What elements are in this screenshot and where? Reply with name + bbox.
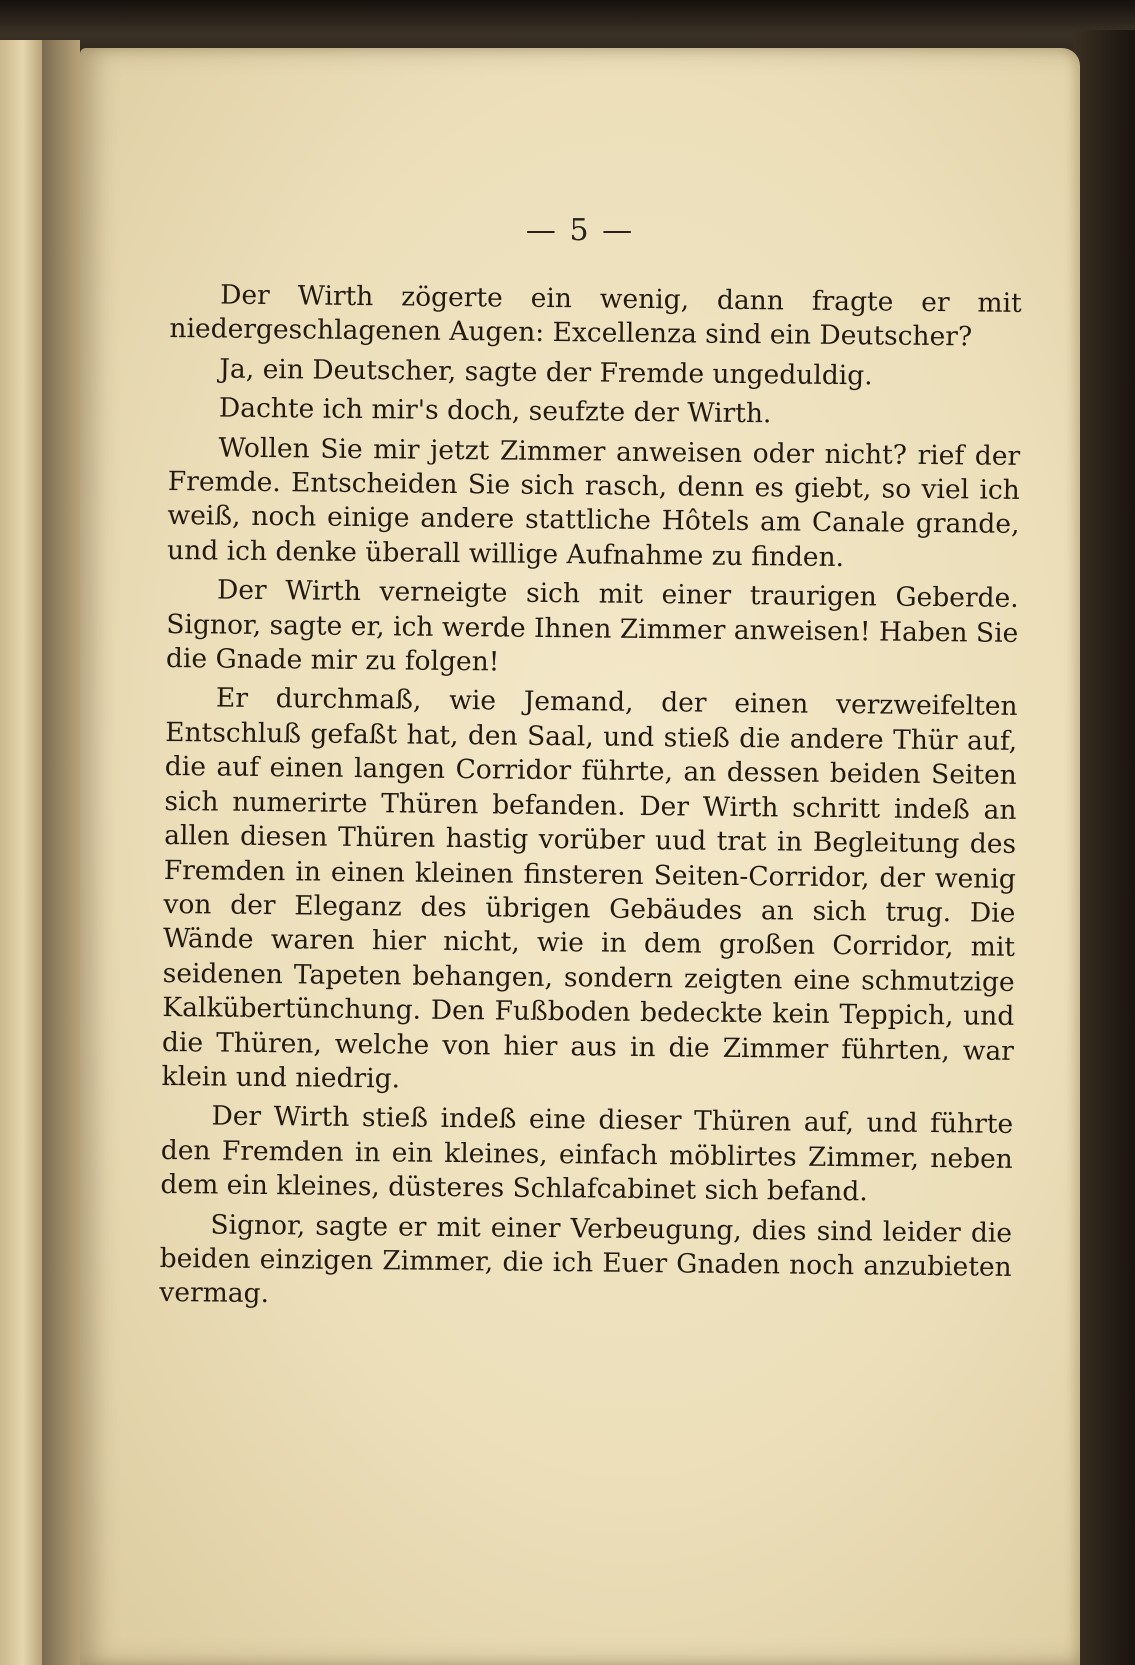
paragraph: Wollen Sie mir jetzt Zimmer anweisen oder nicht? rief der Fremde. Entscheiden Sie sich rasch, denn es giebt, so viel ich weiß, noch einige andere stattliche Hôtels am Canale grande, und ich denke überall willige Aufnahme zu finden.	[166, 432, 1021, 573]
paragraph: Signor, sagte er mit einer Verbeugung, dies sind leider die beiden einzigen Zimmer, die ich Euer Gnaden noch anzubieten vermag.	[159, 1209, 1013, 1310]
facing-page-edge	[0, 40, 42, 1665]
body-text	[159, 278, 1022, 1320]
paragraph: Der Wirth verneigte sich mit einer traurigen Geberde. Signor, sagte er, ich werde Ihnen Zimmer anweisen! Haben Sie die Gnade mir zu folgen!	[165, 574, 1019, 678]
page-number: — 5 —	[525, 213, 635, 248]
paragraph: Ja, ein Deutscher, sagte der Fremde ungeduldig.	[219, 353, 873, 392]
book-page	[80, 48, 1080, 1665]
book-gutter	[42, 40, 80, 1665]
paragraph: Der Wirth stieß indeß eine dieser Thüren auf, und führte den Fremden in ein kleines, einfach möblirtes Zimmer, neben dem ein kleines, düsteres Schlafcabinet sich befand.	[160, 1100, 1014, 1208]
paragraph: Er durchmaß, wie Jemand, der einen verzweifelten Entschluß gefaßt hat, den Saal, und stieß die andere Thür auf, die auf einen langen Corridor führte, an dessen beiden Seiten sich numerirte Thüren befanden. Der Wirth schritt indeß an allen diesen Thüren hastig vorüber uud trat in Begleitung des Fremden in einen kleinen finsteren Seiten-Corridor, der wenig von der Eleganz des übrigen Gebäudes an sich trug. Die Wände waren hier nicht, wie in dem großen Corridor, mit seidenen Tapeten behangen, sondern zeigten eine schmutzige Kalkübertünchung. Den Fußboden bedeckte kein Teppich, und die Thüren, welche von hier aus in die Zimmer führten, war klein und niedrig.	[161, 682, 1018, 1095]
paragraph: Der Wirth zögerte ein wenig, dann fragte er mit niedergeschlagenen Augen: Excellenza sind ein Deutscher?	[169, 279, 1022, 353]
paragraph: Dachte ich mir's doch, seufzte der Wirth.	[218, 392, 772, 430]
book-cover-edge	[1073, 30, 1135, 1665]
